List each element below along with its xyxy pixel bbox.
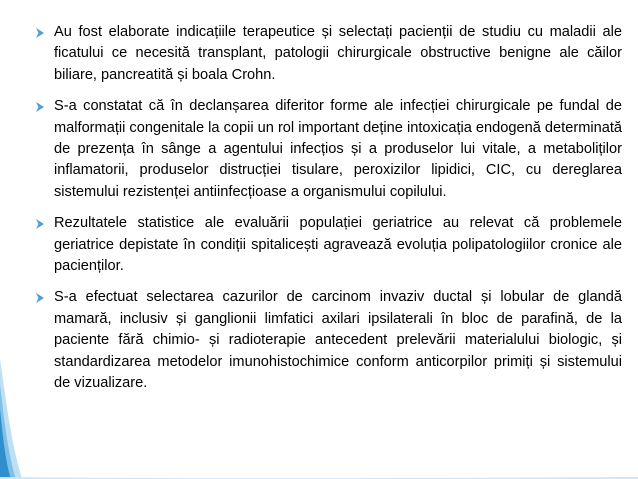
arrow-right-icon [34, 218, 46, 230]
arrow-right-icon [34, 27, 46, 39]
bullet-list [34, 22, 622, 405]
bullet-item [34, 213, 622, 277]
bullet-item [34, 287, 622, 394]
bullet-text: S-a constatat că în declanșarea diferitor forme ale infecției chirurgicale pe fundal de malformații congenitale la copii un rol important deține intoxicația endogenă determinată de prezența în sânge a agentului infecțios și a produselor lui vitale, a metaboliților inflamatorii, produselor distrucției tisulare, peroxizilor lipidici, CIC, cu dereglarea sistemului rezistenței antiinfecțioase a organismului copilului. [54, 98, 622, 200]
bullet-item [34, 22, 622, 86]
bullet-text: Au fost elaborate indicațiile terapeutice și selectați pacienții de studiu cu maladii ale ficatului ce necesită transplant, patologii chirurgicale obstructive benigne ale căilor biliare, pancreatită și boala Crohn. [54, 24, 622, 83]
arrow-right-icon [34, 292, 46, 304]
arrow-right-icon [34, 101, 46, 113]
bullet-item [34, 96, 622, 203]
bullet-text: S-a efectuat selectarea cazurilor de carcinom invaziv ductal și lobular de glandă mamară, inclusiv și ganglionii limfatici axilari ipsilaterali în bloc de parafină, de la paciente fără chimio- și radioterapie antecedent prelevării materialului biologic, și standardizarea metodelor imunohistochimice conform anticorpilor primiți și sistemului de vizualizare. [54, 289, 622, 392]
bullet-text: Rezultatele statistice ale evaluării populației geriatrice au relevat că problemele geriatrice depistate în condiții spitalicești agravează evoluția polipatologiilor cronice ale pacienților. [54, 215, 622, 275]
